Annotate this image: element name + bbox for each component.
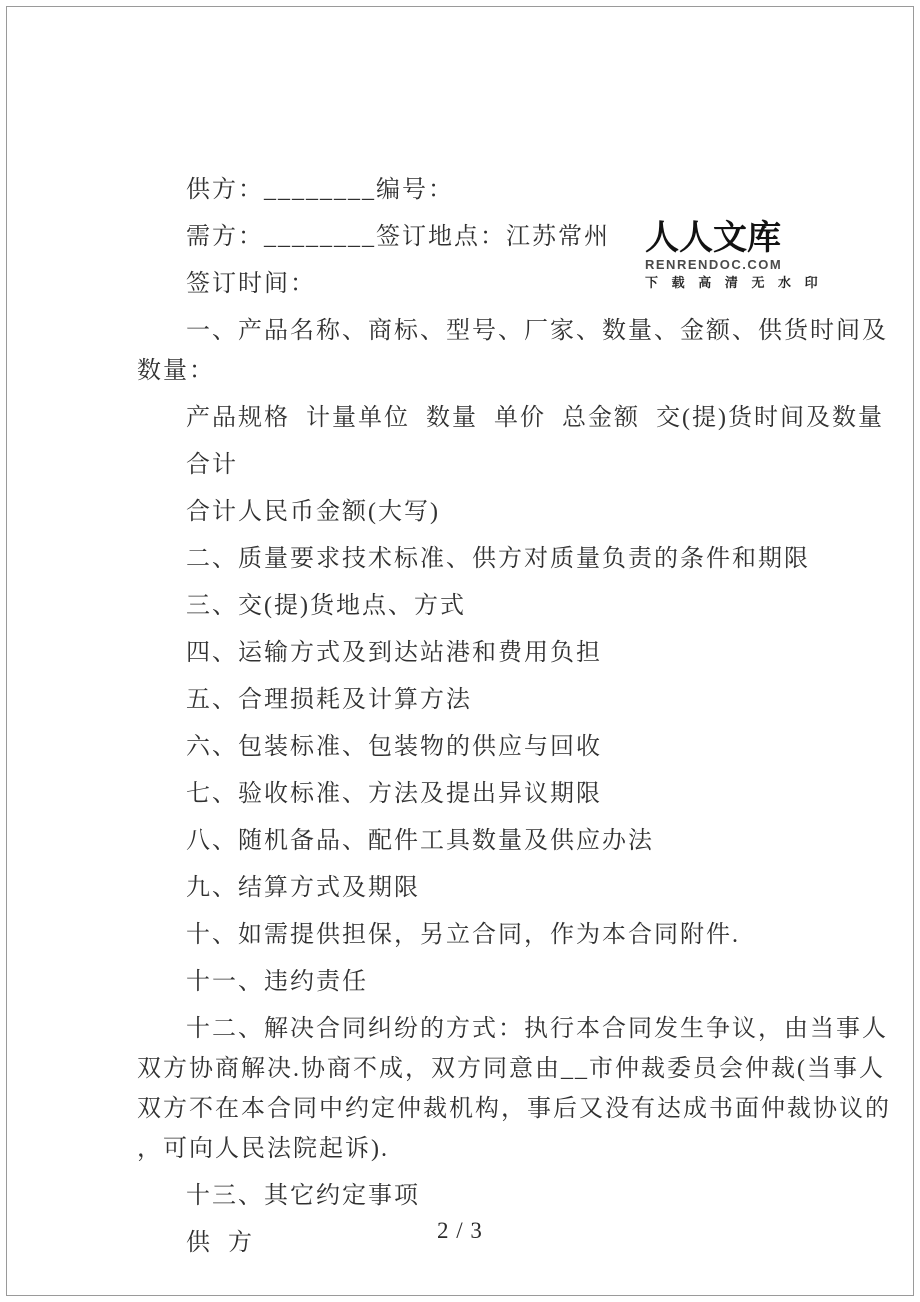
paragraph bbox=[137, 1009, 891, 1169]
paragraph bbox=[137, 915, 797, 955]
paragraph bbox=[137, 1176, 797, 1216]
text-line: 四、运输方式及到达站港和费用负担 bbox=[186, 640, 602, 666]
paragraph bbox=[137, 492, 797, 532]
paragraph bbox=[137, 217, 797, 257]
paragraph bbox=[137, 774, 797, 814]
paragraph bbox=[137, 727, 797, 767]
paragraph bbox=[137, 821, 797, 861]
paragraph bbox=[137, 264, 797, 304]
text-line: 十三、其它约定事项 bbox=[186, 1183, 420, 1209]
text-line: 三、交(提)货地点、方式 bbox=[186, 593, 466, 619]
text-line: 七、验收标准、方法及提出异议期限 bbox=[186, 781, 602, 807]
text-line: 五、合理损耗及计算方法 bbox=[186, 687, 472, 713]
text-line: 数量： bbox=[137, 358, 215, 384]
text-line: 合计人民币金额(大写) bbox=[186, 499, 440, 525]
text-line: 十、如需提供担保，另立合同，作为本合同附件. bbox=[186, 922, 740, 948]
page-number: 2 / 3 bbox=[437, 1218, 483, 1243]
text-line: 九、结算方式及期限 bbox=[186, 875, 420, 901]
text-line: 双方协商解决.协商不成，双方同意由__市仲裁委员会仲裁(当事人 bbox=[137, 1056, 885, 1082]
text-line: 双方不在本合同中约定仲裁机构，事后又没有达成书面仲裁协议的 bbox=[137, 1096, 891, 1122]
paragraph bbox=[137, 311, 888, 391]
paragraph bbox=[137, 680, 797, 720]
text-line: 十一、违约责任 bbox=[186, 969, 368, 995]
text-line: 签订时间： bbox=[186, 271, 316, 297]
paragraph bbox=[137, 962, 797, 1002]
paragraph bbox=[137, 398, 884, 438]
text-line: 供方：________编号： bbox=[186, 177, 454, 203]
watermark-title: 人人文库 bbox=[645, 219, 781, 257]
watermark-domain: RENRENDOC.COM bbox=[645, 257, 783, 272]
paragraph bbox=[137, 539, 810, 579]
paragraph bbox=[137, 445, 797, 485]
text-line: 需方：________签订地点：江苏常州 bbox=[186, 224, 610, 250]
text-line: 八、随机备品、配件工具数量及供应办法 bbox=[186, 828, 654, 854]
paragraph bbox=[137, 586, 797, 626]
paragraph bbox=[137, 633, 797, 673]
text-line: 产品规格 计量单位 数量 单价 总金额 交(提)货时间及数量 bbox=[186, 405, 884, 431]
text-line: 一、产品名称、商标、型号、厂家、数量、金额、供货时间及 bbox=[186, 318, 888, 344]
text-line: 十二、解决合同纠纷的方式：执行本合同发生争议，由当事人 bbox=[186, 1016, 888, 1042]
text-line: ，可向人民法院起诉). bbox=[137, 1136, 389, 1162]
text-line: 供 方 bbox=[186, 1230, 254, 1256]
paragraph bbox=[137, 170, 797, 210]
paragraph bbox=[137, 868, 797, 908]
text-line: 合计 bbox=[186, 452, 238, 478]
watermark-tagline: 下 载 高 清 无 水 印 bbox=[645, 275, 823, 290]
document-body bbox=[137, 170, 891, 1270]
text-line: 六、包装标准、包装物的供应与回收 bbox=[186, 734, 602, 760]
text-line: 二、质量要求技术标准、供方对质量负责的条件和期限 bbox=[186, 546, 810, 572]
